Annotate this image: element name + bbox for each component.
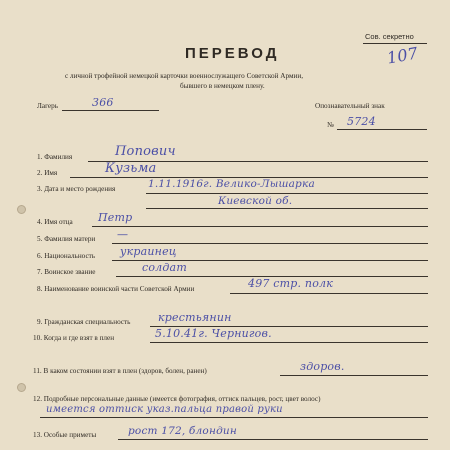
field-3-label: 3. Дата и место рождения — [37, 185, 116, 193]
id-tag-line — [337, 129, 427, 130]
secret-underline — [363, 43, 427, 44]
field-3-value: 1.11.1916г. Велико-Лышарка — [148, 178, 315, 190]
field-12-line — [40, 417, 428, 418]
field-7-label: 7. Воинское звание — [37, 268, 96, 276]
field-10-line — [150, 342, 428, 343]
handwritten-number: 107 — [385, 43, 420, 68]
field-8-value: 497 стр. полк — [248, 277, 333, 290]
punch-hole-top — [17, 205, 26, 214]
field-11-value: здоров. — [300, 360, 345, 373]
subtitle-line-1: с личной трофейной немецкой карточки военнослужащего Советской Армии, — [65, 72, 303, 80]
field-8-label: 8. Наименование воинской части Советской Армии — [37, 285, 195, 293]
field-12-value: имеется оттиск указ.пальца правой руки — [46, 404, 283, 415]
id-tag-label: Опознавательный знак — [315, 102, 385, 110]
camp-line — [62, 110, 159, 111]
field-13-line — [118, 439, 428, 440]
field-6-value: украинец — [120, 245, 177, 258]
field-13-value: рост 172, блондин — [128, 425, 237, 437]
field-10-label: 10. Когда и где взят в плен — [33, 334, 115, 342]
field-5-line — [112, 243, 428, 244]
field-4-label: 4. Имя отца — [37, 218, 73, 226]
field-3-line-2 — [146, 208, 428, 209]
punch-hole-bottom — [17, 383, 26, 392]
camp-label: Лагерь — [37, 102, 58, 110]
field-5-label: 5. Фамилия матери — [37, 235, 96, 243]
field-2-label: 2. Имя — [37, 169, 58, 177]
field-9-label: 9. Гражданская специальность — [37, 318, 131, 326]
field-10-value: 5.10.41г. Чернигов. — [155, 327, 272, 340]
field-11-line — [280, 375, 428, 376]
field-6-label: 6. Национальность — [37, 252, 96, 260]
page-title: ПЕРЕВОД — [185, 45, 280, 62]
field-5-value: — — [117, 228, 129, 241]
id-tag-prefix: № — [327, 121, 334, 129]
field-3-line — [146, 193, 428, 194]
field-12-label: 12. Подробные персональные данные (имеется фотография, оттиск пальцев, рост, цвет волос) — [33, 395, 321, 403]
field-4-value: Петр — [98, 211, 133, 224]
field-1-label: 1. Фамилия — [37, 153, 73, 161]
field-1-value: Попович — [115, 144, 176, 159]
camp-value: 366 — [92, 96, 114, 109]
field-4-line — [92, 226, 428, 227]
id-tag-value: 5724 — [347, 115, 376, 128]
field-11-label: 11. В каком состоянии взят в плен (здоров, болен, ранен) — [33, 367, 207, 375]
field-3-value-line-2: Киевской об. — [218, 195, 293, 207]
field-9-value: крестьянин — [158, 311, 232, 324]
field-7-value: солдат — [142, 261, 187, 274]
field-2-value: Кузьма — [105, 161, 157, 176]
field-8-line — [230, 293, 428, 294]
field-13-label: 13. Особые приметы — [33, 431, 97, 439]
subtitle-line-2: бывшего в немецком плену. — [180, 82, 265, 90]
secret-label: Сов. секретно — [365, 32, 414, 41]
